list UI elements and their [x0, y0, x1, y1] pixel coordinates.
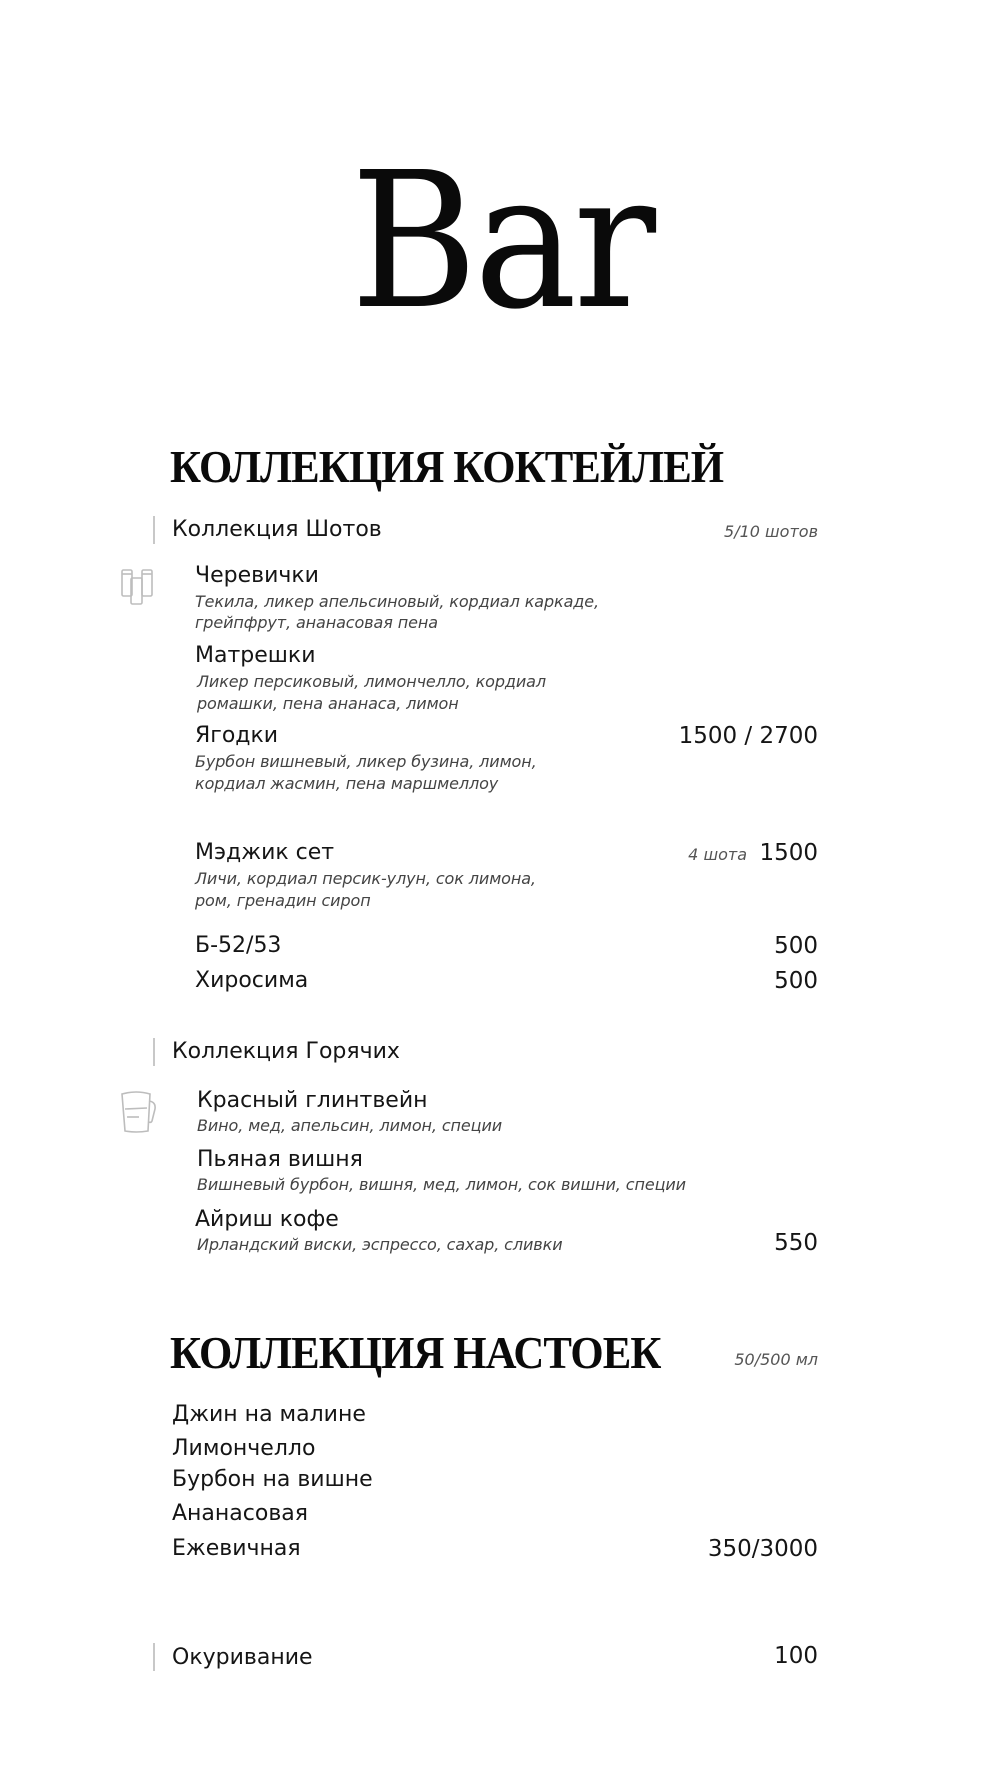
item-description: Личи, кордиал персик-улун, сок лимона,: [195, 869, 536, 888]
item-name: Б-52/53: [195, 933, 282, 958]
tincture-item: Лимончелло: [172, 1436, 316, 1461]
item-name: Айриш кофе: [195, 1207, 339, 1232]
item-name: Черевички: [195, 563, 319, 588]
item-name: Хиросима: [195, 968, 309, 993]
item-description: Вишневый бурбон, вишня, мед, лимон, сок вишни, специи: [197, 1175, 686, 1194]
shot-glasses-icon: [119, 566, 157, 608]
item-name: Ягодки: [195, 723, 279, 748]
item-description: Ирландский виски, эспрессо, сахар, сливки: [197, 1235, 563, 1254]
section-heading-tinctures: КОЛЛЕКЦИЯ НАСТОЕК: [170, 1327, 661, 1378]
item-description: грейпфрут, ананасовая пена: [195, 613, 438, 632]
subsection-divider: [153, 516, 155, 544]
tincture-item: Ананасовая: [172, 1501, 309, 1526]
tincture-item: Бурбон на вишне: [172, 1467, 373, 1492]
smoking-price: 100: [774, 1643, 818, 1669]
subsection-title-hot: Коллекция Горячих: [172, 1039, 400, 1064]
item-note: 4 шота: [688, 845, 747, 864]
item-name: Мэджик сет: [195, 840, 335, 865]
tincture-item: Джин на малине: [172, 1402, 366, 1427]
smoking-label: Окуривание: [172, 1645, 313, 1670]
item-description: Ликер персиковый, лимончелло, кордиал: [197, 672, 546, 691]
subsection-divider: [153, 1643, 155, 1671]
subsection-title-shots: Коллекция Шотов: [172, 517, 382, 542]
item-description: ром, гренадин сироп: [195, 891, 371, 910]
item-name: Пьяная вишня: [197, 1147, 363, 1172]
item-price: 1500 / 2700: [678, 723, 818, 749]
tinctures-note: 50/500 мл: [734, 1350, 818, 1369]
item-description: ромашки, пена ананаса, лимон: [197, 694, 459, 713]
item-description: кордиал жасмин, пена маршмеллоу: [195, 774, 499, 793]
tincture-item: Ежевичная: [172, 1536, 301, 1561]
tinctures-price: 350/3000: [707, 1536, 818, 1562]
shots-note: 5/10 шотов: [724, 522, 818, 541]
item-name: Матрешки: [195, 643, 316, 668]
item-name: Красный глинтвейн: [197, 1088, 428, 1113]
item-price: 500: [774, 933, 818, 959]
subsection-divider: [153, 1038, 155, 1066]
item-price: 1500: [759, 840, 818, 866]
item-description: Текила, ликер апельсиновый, кордиал каркаде,: [195, 592, 599, 611]
item-price: 550: [774, 1230, 818, 1256]
mug-icon: [119, 1089, 157, 1135]
section-heading-cocktails: КОЛЛЕКЦИЯ КОКТЕЙЛЕЙ: [170, 441, 724, 492]
item-price: 500: [774, 968, 818, 994]
page-title: Bar: [350, 132, 653, 351]
item-description: Вино, мед, апельсин, лимон, специи: [197, 1116, 503, 1135]
item-description: Бурбон вишневый, ликер бузина, лимон,: [195, 752, 537, 771]
